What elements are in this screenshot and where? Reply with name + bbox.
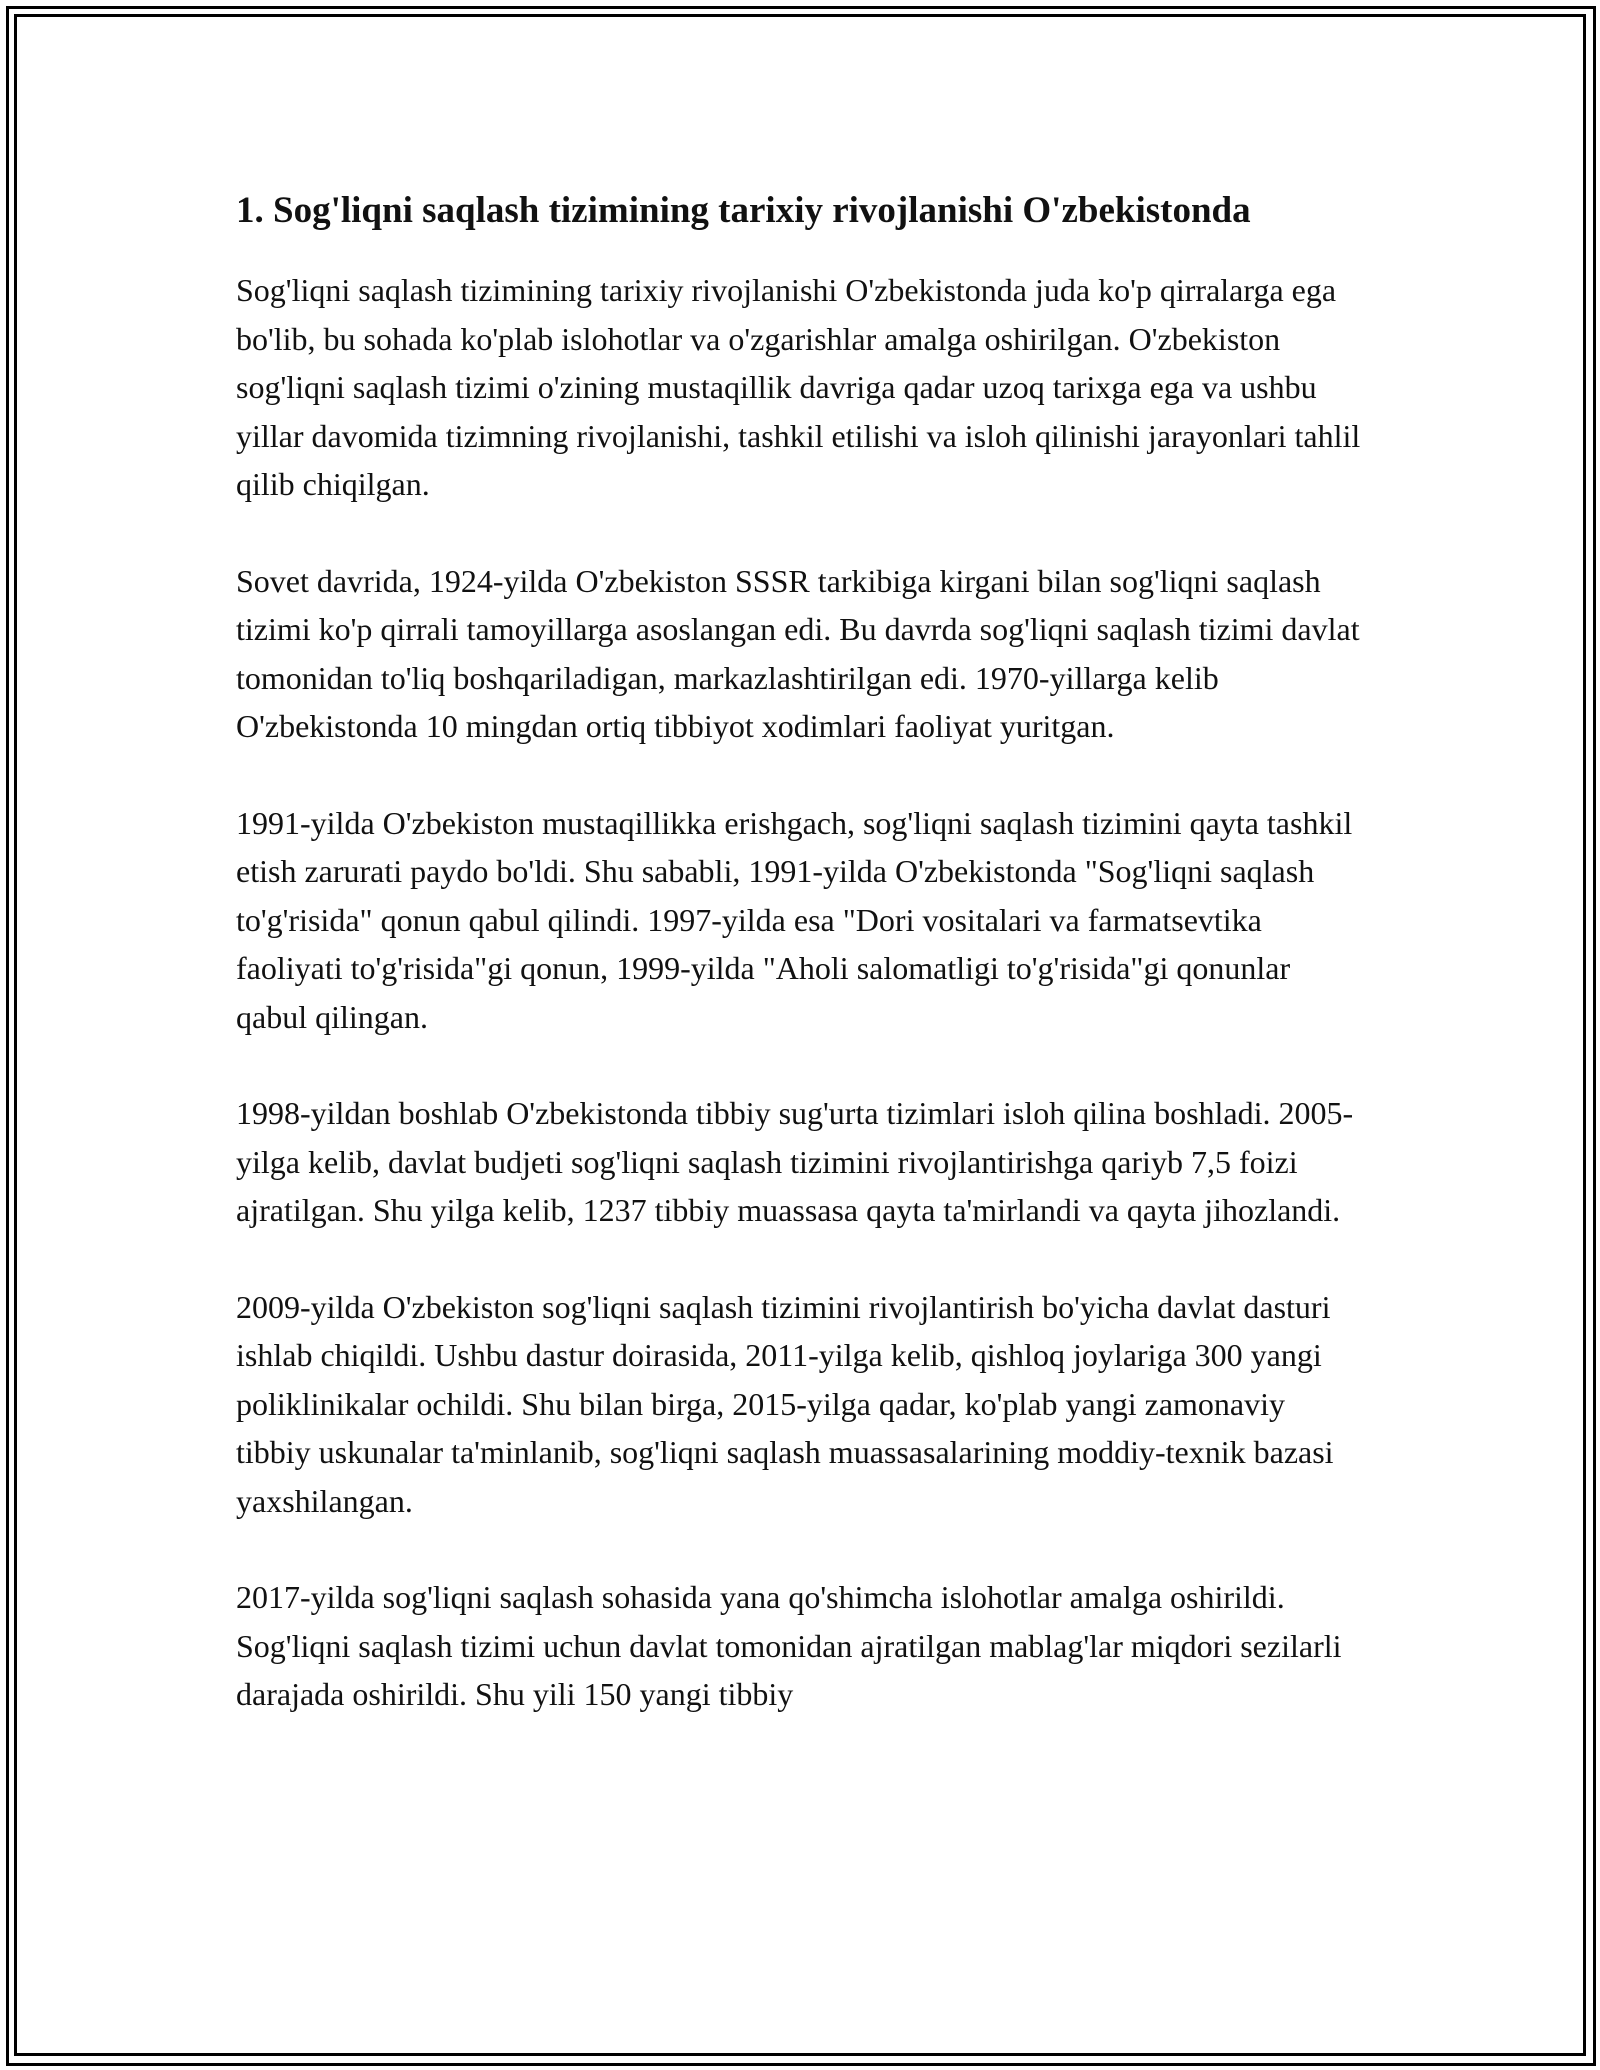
paragraph-6: 2017-yilda sog'liqni saqlash sohasida yana qo'shimcha islohotlar amalga oshirildi. Sog'liqni saqlash tizimi uchun davlat tomonidan ajratilgan mablag'lar miqdori sezilarli darajada oshirildi. Shu yili 150 yangi tibbiy [236, 1579, 1342, 1712]
document-body [236, 184, 1366, 1767]
paragraph-2: Sovet davrida, 1924-yilda O'zbekiston SSSR tarkibiga kirgani bilan sog'liqni saqlash tizimi ko'p qirrali tamoyillarga asoslangan edi. Bu davrda sog'liqni saqlash tizimi davlat tomonidan to'liq boshqariladigan, markazlashtirilgan edi. 1970-yillarga kelib O'zbekistonda 10 mingdan ortiq tibbiyot xodimlari faoliyat yuritgan. [236, 562, 1360, 744]
document-title: 1. Sog'liqni saqlash tizimining tarixiy rivojlanishi O'zbekistonda [236, 190, 1251, 231]
paragraph-5: 2009-yilda O'zbekiston sog'liqni saqlash tizimini rivojlantirish bo'yicha davlat dasturi ishlab chiqildi. Ushbu dastur doirasida, 2011-yilga kelib, qishloq joylariga 300 yangi poliklinikalar ochildi. Shu bilan birga, 2015-yilga qadar, ko'plab yangi zamonaviy tibbiy uskunalar ta'minlanib, sog'liqni saqlash muassasalarining moddiy-texnik bazasi yaxshilangan. [236, 1288, 1334, 1519]
paragraph-1: Sog'liqni saqlash tizimining tarixiy rivojlanishi O'zbekistonda juda ko'p qirralarga ega bo'lib, bu sohada ko'plab islohotlar va o'zgarishlar amalga oshirilgan. O'zbekiston sog'liqni saqlash tizimi o'zining mustaqillik davriga qadar uzoq tarixga ega va ushbu yillar davomida tizimning rivojlanishi, tashkil etilishi va isloh qilinishi jarayonlari tahlil qilib chiqilgan. [236, 272, 1361, 502]
paragraph-3: 1991-yilda O'zbekiston mustaqillikka erishgach, sog'liqni saqlash tizimini qayta tashkil etish zarurati paydo bo'ldi. Shu sababli, 1991-yilda O'zbekistonda "Sog'liqni saqlash to'g'risida" qonun qabul qilindi. 1997-yilda esa "Dori vositalari va farmatsevtika faoliyati to'g'risida"gi qonun, 1999-yilda "Aholi salomatligi to'g'risida"gi qonunlar qabul qilingan. [236, 804, 1353, 1035]
paragraph-4: 1998-yildan boshlab O'zbekistonda tibbiy sug'urta tizimlari isloh qilina boshladi. 2005-yilga kelib, davlat budjeti sog'liqni saqlash tizimini rivojlantirishga qariyb 7,5 foizi ajratilgan. Shu yilga kelib, 1237 tibbiy muassasa qayta ta'mirlandi va qayta jihozlandi. [236, 1095, 1354, 1228]
